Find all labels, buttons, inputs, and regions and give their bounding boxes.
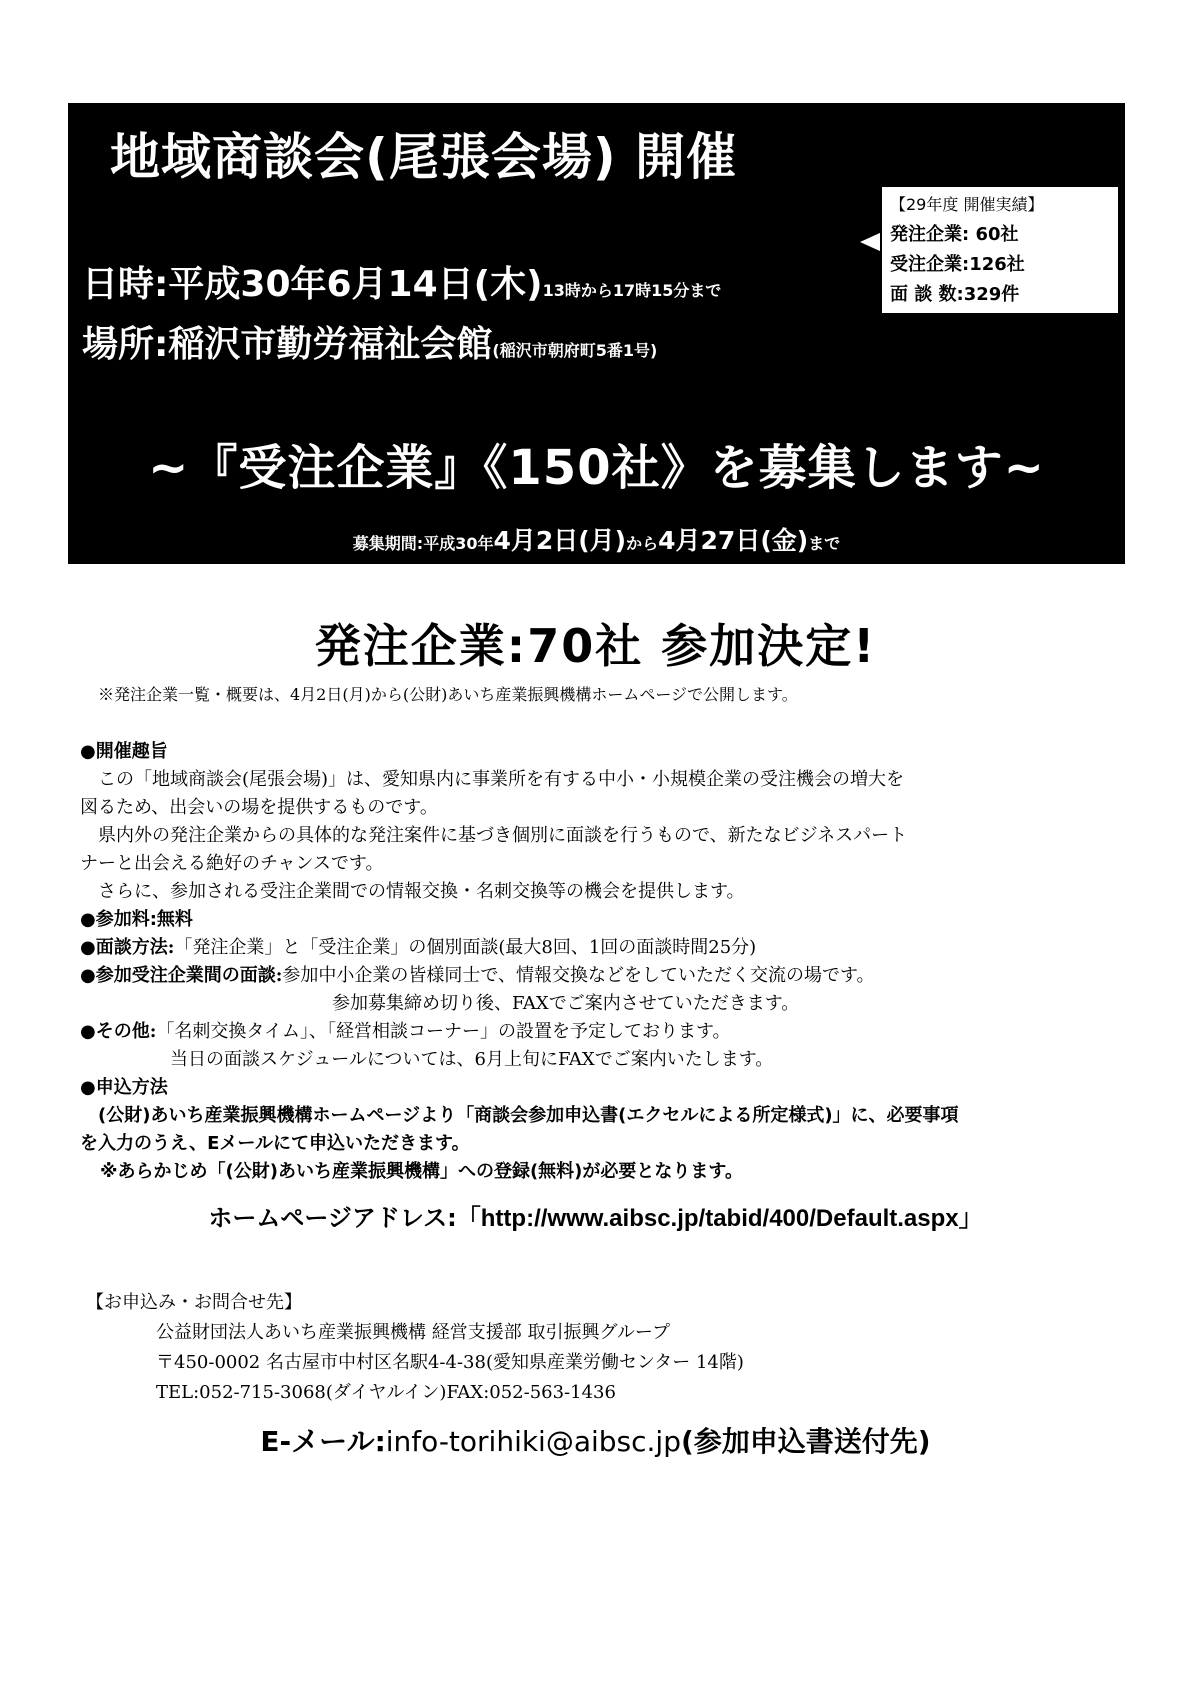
other-label: ●その他: <box>80 1021 157 1042</box>
event-title: 地域商談会(尾張会場) 開催 <box>110 128 738 186</box>
place-label: 場所: <box>82 324 169 365</box>
purpose-paragraph-1b: 図るため、出会いの場を提供するものです。 <box>80 797 438 818</box>
callout-tail <box>860 232 882 252</box>
method-text: 「発注企業」と「受注企業」の個別面談(最大8回、1回の面談時間25分) <box>174 937 757 958</box>
callout-row-suppliers: 受注企業:126社 <box>890 254 1025 275</box>
results-callout <box>880 185 1120 315</box>
participation-decided: 発注企業:70社 参加決定! <box>314 619 877 673</box>
event-datetime <box>82 256 721 307</box>
recruit-period <box>68 521 1125 557</box>
method-label: ●面談方法: <box>80 937 175 958</box>
between-line <box>80 962 1120 990</box>
period-label: 募集期間:平成30年 <box>352 534 494 553</box>
other-text: 「名刺交換タイム」、「経営相談コーナー」の設置を予定しております。 <box>156 1021 731 1042</box>
datetime-label: 日時: <box>82 264 169 305</box>
purpose-heading: ●開催趣旨 <box>80 741 168 762</box>
email-address-link[interactable]: info-torihiki@aibsc.jp <box>385 1425 681 1458</box>
homepage-address <box>0 1198 1191 1233</box>
period-end: 4月27日(金) <box>658 526 809 555</box>
other-line <box>80 1018 1120 1046</box>
place-sub: (稲沢市朝府町5番1号) <box>492 341 658 360</box>
event-place <box>82 316 657 367</box>
fee-line: ●参加料:無料 <box>80 909 193 930</box>
purpose-paragraph-3: さらに、参加される受注企業間での情報交換・名刺交換等の機会を提供します。 <box>98 881 745 902</box>
recruit-headline: ~『受注企業』《150社》を募集します~ <box>148 440 1045 496</box>
contact-block <box>86 1288 744 1408</box>
email-label: E-メール: <box>260 1425 386 1458</box>
period-until: まで <box>808 534 841 553</box>
between-label: ●参加受注企業間の面談: <box>80 965 283 986</box>
callout-heading: 【29年度 開催実績】 <box>890 195 1044 214</box>
datetime-sub: 13時から17時15分まで <box>542 281 722 300</box>
homepage-url-link[interactable]: http://www.aibsc.jp/tabid/400/Default.aspx <box>480 1205 959 1232</box>
contact-heading: 【お申込み・お問合せ先】 <box>86 1292 302 1313</box>
apply-paragraph-1a: (公財)あいち産業振興機構ホームページより「商談会参加申込書(エクセルによる所定様式)」に、必要事項 <box>98 1105 959 1126</box>
between-line-2: 参加募集締め切り後、FAXでご案内させていただきます。 <box>332 993 800 1014</box>
period-from: から <box>626 534 659 553</box>
apply-paragraph-2: ※あらかじめ「(公財)あいち産業振興機構」への登録(無料)が必要となります。 <box>100 1161 743 1182</box>
callout-row-orders: 発注企業: 60社 <box>890 224 1019 245</box>
between-text: 参加中小企業の皆様同士で、情報交換などをしていただく交流の場です。 <box>282 965 875 986</box>
list-note: ※発注企業一覧・概要は、4月2日(月)から(公財)あいち産業振興機構ホームページで公開します。 <box>98 685 798 704</box>
callout-row-meetings: 面 談 数:329件 <box>890 284 1020 305</box>
method-line <box>80 934 1120 962</box>
contact-address: 〒450-0002 名古屋市中村区名駅4-4-38(愛知県産業労働センター 14階) <box>156 1352 744 1373</box>
apply-paragraph-1b: を入力のうえ、Eメールにて申込いただきます。 <box>80 1133 470 1154</box>
purpose-paragraph-2b: ナーと出会える絶好のチャンスです。 <box>80 853 384 874</box>
email-note: (参加申込書送付先) <box>680 1425 931 1458</box>
contact-org: 公益財団法人あいち産業振興機構 経営支援部 取引振興グループ <box>156 1322 671 1343</box>
purpose-paragraph-2a: 県内外の発注企業からの具体的な発注案件に基づき個別に面談を行うもので、新たなビジネスパート <box>98 825 908 846</box>
header-band <box>68 103 1125 564</box>
purpose-paragraph-1a: この「地域商談会(尾張会場)」は、愛知県内に事業所を有する中小・小規模企業の受注機会の増大を <box>98 769 905 790</box>
contact-tel: TEL:052-715-3068(ダイヤルイン)FAX:052-563-1436 <box>156 1382 616 1403</box>
other-line-2: 当日の面談スケジュールについては、6月上旬にFAXでご案内いたします。 <box>170 1049 774 1070</box>
homepage-label: ホームページアドレス:「 <box>208 1204 481 1232</box>
datetime-main: 平成30年6月14日(木) <box>168 264 543 305</box>
place-main: 稲沢市勤労福祉会館 <box>168 324 493 365</box>
homepage-close: 」 <box>958 1204 983 1232</box>
apply-heading: ●申込方法 <box>80 1077 168 1098</box>
period-start: 4月2日(月) <box>493 526 627 555</box>
details-section <box>80 738 1120 1186</box>
email-line <box>0 1420 1191 1460</box>
